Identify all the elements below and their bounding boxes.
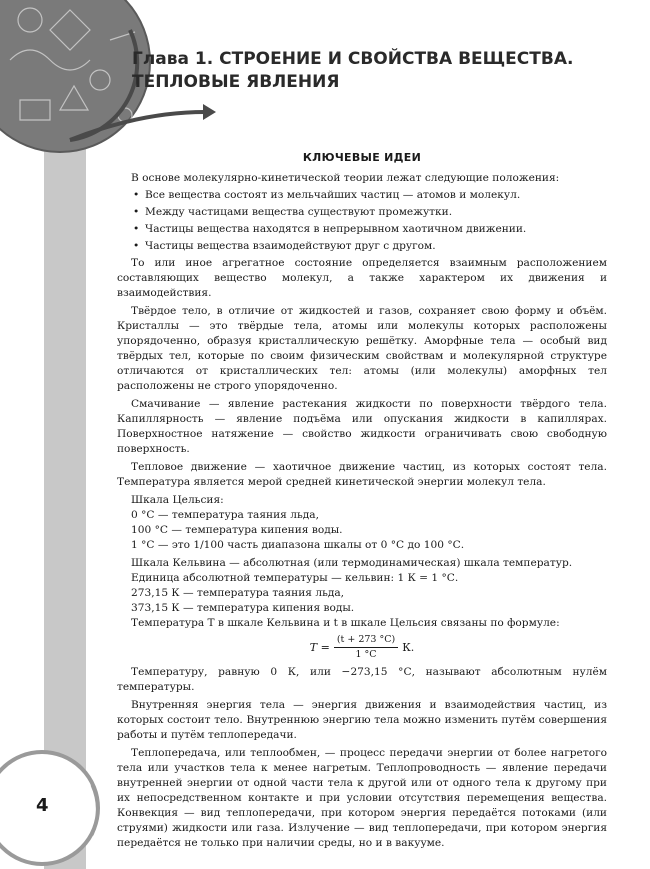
chapter-label: Глава 1. [132, 49, 214, 69]
formula-numerator: (t + 273 °C) [334, 634, 398, 648]
chapter-title-text-1: СТРОЕНИЕ И СВОЙСТВА ВЕЩЕСТВА. [219, 49, 574, 69]
formula-denominator: 1 °C [355, 649, 377, 660]
formula-lhs: T = [309, 641, 330, 654]
kelvin-line: Единица абсолютной температуры — кельвин: 1 К = 1 °С. [131, 572, 459, 584]
relation-line: Температура T в шкале Кельвина и t в шкале Цельсия связаны по формуле: [131, 617, 560, 629]
kelvin-line: Шкала Кельвина — абсолютная (или термодинамическая) шкала температур. [131, 557, 573, 569]
intro-paragraph: В основе молекулярно-кинетической теории лежат следующие положения: [131, 172, 560, 184]
temperature-formula [117, 634, 607, 661]
page-number-circle [0, 752, 98, 864]
paragraph-wetting: Смачивание — явление растекания жидкости по поверхности твёрдого тела. Капиллярность — явление подъёма или опускания жидкости в капиллярах. Поверхностное натяжение — свойство жидкости ограничивать свою свободную поверхность. [117, 398, 607, 455]
formula-unit: К. [402, 641, 415, 654]
key-ideas-list [117, 188, 607, 254]
header-circle [0, 0, 150, 152]
kelvin-line: 373,15 К — температура кипения воды. [131, 602, 355, 614]
kelvin-line: 273,15 К — температура таяния льда, [131, 587, 345, 599]
bullet-icon: • [133, 206, 140, 218]
bullet-icon: • [133, 240, 140, 252]
paragraph-solids: Твёрдое тело, в отличие от жидкостей и газов, сохраняет свою форму и объём. Кристаллы — это твёрдые тела, атомы или молекулы которых расположены упорядоченно, образуя кристаллическую решётку. Аморфные тела — особый вид твёрдых тел, которые по своим физическим свойствам и молекулярной структуре отличаются от кристаллических тел: атомы (или молекулы) аморфных тел расположены не строго упорядоченно. [117, 305, 607, 392]
list-item: • Частицы вещества взаимодействуют друг с другом. [133, 240, 436, 252]
page-side-bar [44, 60, 86, 869]
chapter-title [132, 48, 632, 94]
list-item: • Между частицами вещества существуют промежутки. [133, 206, 453, 218]
paragraph-thermal-motion: Тепловое движение — хаотичное движение частиц, из которых состоят тела. Температура является мерой средней кинетической энергии молекул тела. [117, 461, 607, 488]
chapter-title-text-2: ТЕПЛОВЫЕ ЯВЛЕНИЯ [132, 72, 340, 92]
page-content [117, 150, 607, 851]
paragraph-internal-energy: Внутренняя энергия тела — энергия движения и взаимодействия частиц, из которых состоит тело. Внутреннюю энергию тела можно изменить путём совершения работы и путём теплопередачи. [117, 699, 607, 741]
chapter-title-line1 [132, 48, 632, 71]
formula-fraction [334, 634, 398, 661]
bullet-icon: • [133, 223, 140, 235]
celsius-title: Шкала Цельсия: [131, 494, 224, 506]
list-item: • Частицы вещества находятся в непрерывном хаотичном движении. [133, 223, 527, 235]
paragraph-absolute-zero: Температуру, равную 0 К, или −273,15 °С, называют абсолютным нулём температуры. [117, 666, 607, 693]
list-item: • Все вещества состоят из мельчайших частиц — атомов и молекул. [133, 189, 521, 201]
celsius-line: 100 °С — температура кипения воды. [131, 524, 343, 536]
paragraph-aggregate-state: То или иное агрегатное состояние определяется взаимным расположением составляющих вещество молекул, а также характером их движения и взаимодействия. [117, 257, 607, 299]
section-title: КЛЮЧЕВЫЕ ИДЕИ [302, 151, 422, 164]
bullet-icon: • [133, 189, 140, 201]
celsius-line: 1 °С — это 1/100 часть диапазона шкалы от 0 °С до 100 °С. [131, 539, 465, 551]
arrow-right-icon [203, 104, 216, 120]
celsius-line: 0 °С — температура таяния льда, [131, 509, 319, 521]
paragraph-heat-transfer: Теплопередача, или теплообмен, — процесс передачи энергии от более нагретого тела или участков тела к менее нагретым. Теплопроводность — явление передачи внутренней энергии от одной части тела к другой или от одного тела к другому при их непосредственном контакте и при условии отсутствия перемещения вещества. Конвекция — вид теплопередачи, при котором энергия передаётся потоками (или струями) жидкости или газа. Излучение — вид теплопередачи, при котором энергия передаётся не только при наличии среды, но и в вакууме. [117, 747, 607, 849]
page-number: 4 [36, 795, 49, 816]
